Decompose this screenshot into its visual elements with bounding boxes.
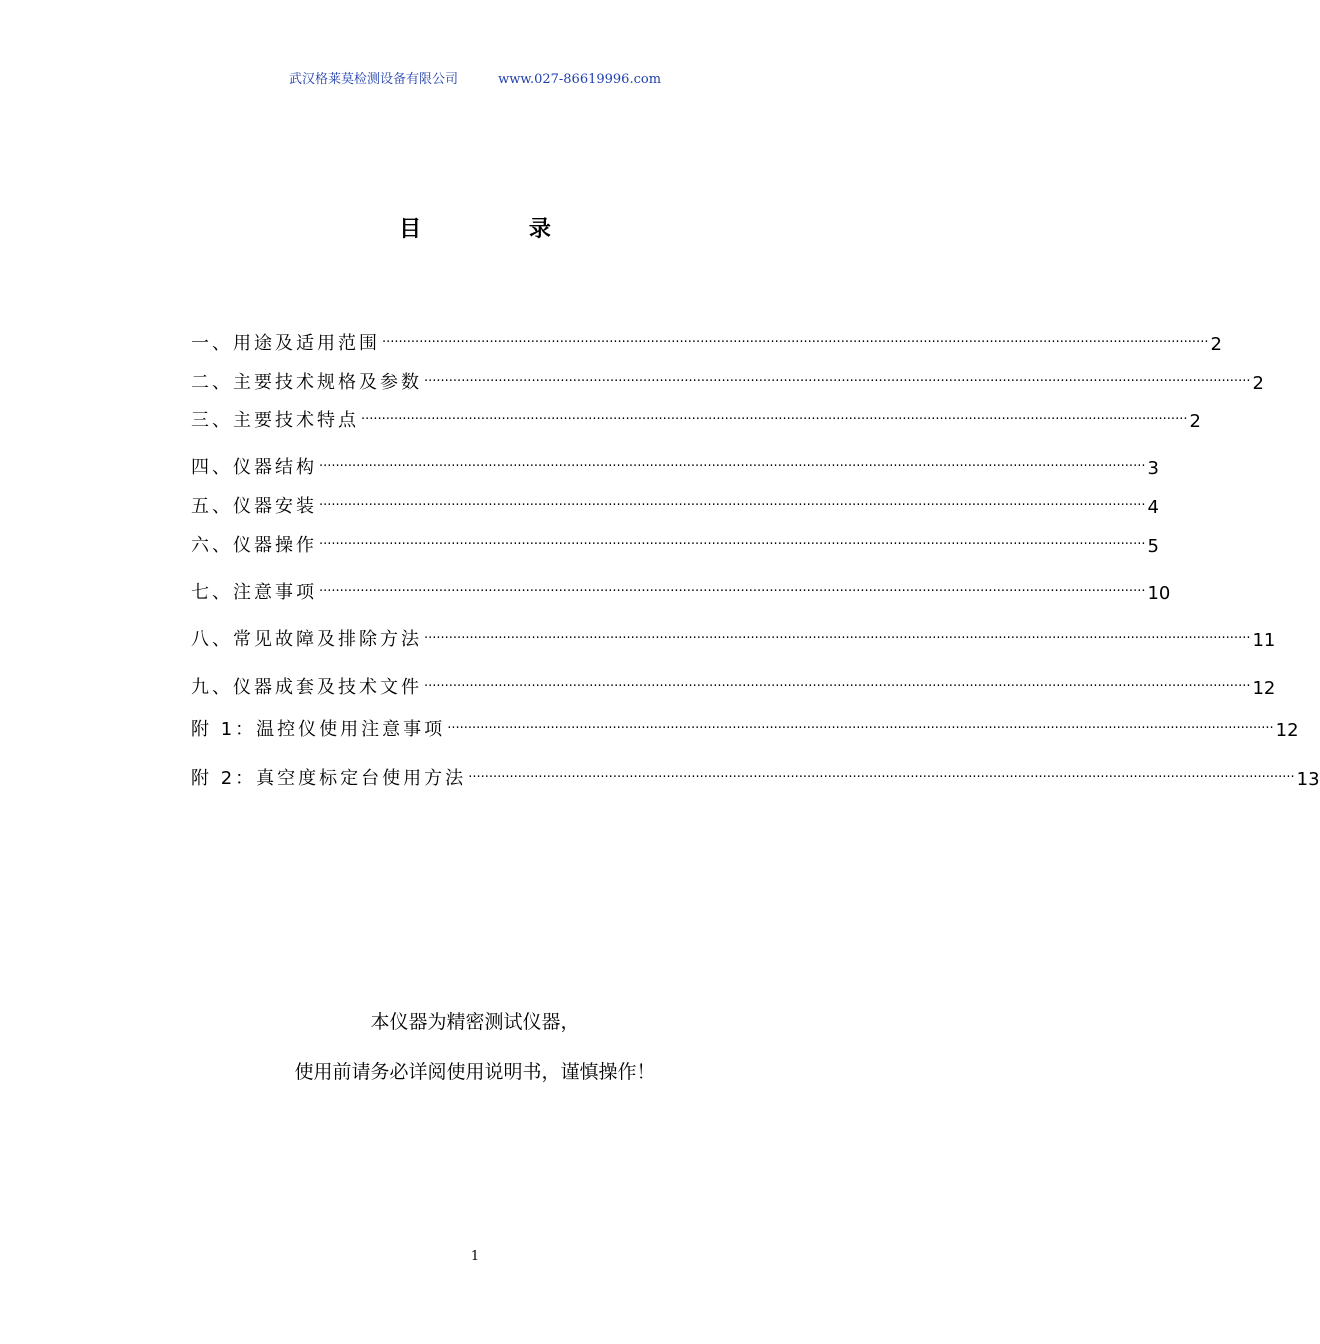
toc-entry-label: 五、仪器安装 bbox=[191, 496, 317, 517]
toc-title: 目 录 bbox=[399, 217, 601, 242]
toc-entry bbox=[191, 717, 1299, 741]
toc-entry-page: 11 bbox=[1252, 630, 1276, 651]
toc-entry-page: 2 bbox=[1210, 334, 1222, 355]
company-website: www.027-86619996.com bbox=[498, 72, 662, 87]
toc-leader-dots: ········································································································································································································ bbox=[319, 459, 1146, 474]
page-number: 1 bbox=[470, 1249, 480, 1264]
toc-leader-dots: ········································································································································································································ bbox=[319, 498, 1146, 513]
toc-entry-page: 2 bbox=[1189, 411, 1201, 432]
toc-entry-page: 13 bbox=[1296, 769, 1320, 790]
toc-entry bbox=[191, 533, 1159, 557]
toc-entry-page: 3 bbox=[1147, 458, 1159, 479]
toc-leader-dots: ········································································································································································································ bbox=[447, 721, 1274, 736]
toc-entry-page: 2 bbox=[1252, 373, 1264, 394]
toc-entry bbox=[191, 494, 1159, 518]
toc-leader-dots: ········································································································································································································ bbox=[382, 335, 1209, 350]
toc-entry-page: 12 bbox=[1252, 678, 1276, 699]
page-header bbox=[0, 68, 950, 87]
toc-leader-dots: ········································································································································································································ bbox=[319, 537, 1146, 552]
toc-entry-label: 八、常见故障及排除方法 bbox=[191, 629, 422, 650]
toc-entry bbox=[191, 408, 1201, 432]
toc-entry-label: 九、仪器成套及技术文件 bbox=[191, 677, 422, 698]
toc-entry-label: 七、注意事项 bbox=[191, 582, 317, 603]
toc-entry-page: 10 bbox=[1147, 583, 1171, 604]
toc-entry bbox=[191, 627, 1276, 651]
toc-leader-dots: ········································································································································································································ bbox=[424, 631, 1251, 646]
caution-notice-line-2: 使用前请务必详阅使用说明书，谨慎操作！ bbox=[294, 1061, 656, 1083]
toc-leader-dots: ········································································································································································································ bbox=[319, 584, 1146, 599]
toc-entry-label: 四、仪器结构 bbox=[191, 457, 317, 478]
toc-entry bbox=[191, 766, 1320, 790]
toc-entry-label: 六、仪器操作 bbox=[191, 535, 317, 556]
toc-entry-label: 三、主要技术特点 bbox=[191, 410, 359, 431]
toc-entry-label: 附 1：温控仪使用注意事项 bbox=[191, 719, 446, 740]
toc-leader-dots: ········································································································································································································ bbox=[424, 679, 1251, 694]
toc-entry bbox=[191, 580, 1171, 604]
caution-notice-line-1: 本仪器为精密测试仪器， bbox=[370, 1011, 580, 1033]
toc-leader-dots: ········································································································································································································ bbox=[468, 770, 1295, 785]
toc-entry-page: 4 bbox=[1147, 497, 1159, 518]
toc-entry-label: 附 2：真空度标定台使用方法 bbox=[191, 768, 467, 789]
toc-entry bbox=[191, 675, 1276, 699]
toc-leader-dots: ········································································································································································································ bbox=[424, 374, 1251, 389]
toc-entry-label: 一、用途及适用范围 bbox=[191, 333, 380, 354]
toc-entry bbox=[191, 370, 1264, 394]
toc-entry bbox=[191, 331, 1222, 355]
toc-entry-page: 12 bbox=[1275, 720, 1299, 741]
toc-entry-label: 二、主要技术规格及参数 bbox=[191, 372, 422, 393]
toc-leader-dots: ········································································································································································································ bbox=[361, 412, 1188, 427]
company-name: 武汉格莱莫检测设备有限公司 bbox=[288, 72, 458, 87]
toc-entry-page: 5 bbox=[1147, 536, 1159, 557]
toc-entry bbox=[191, 455, 1159, 479]
